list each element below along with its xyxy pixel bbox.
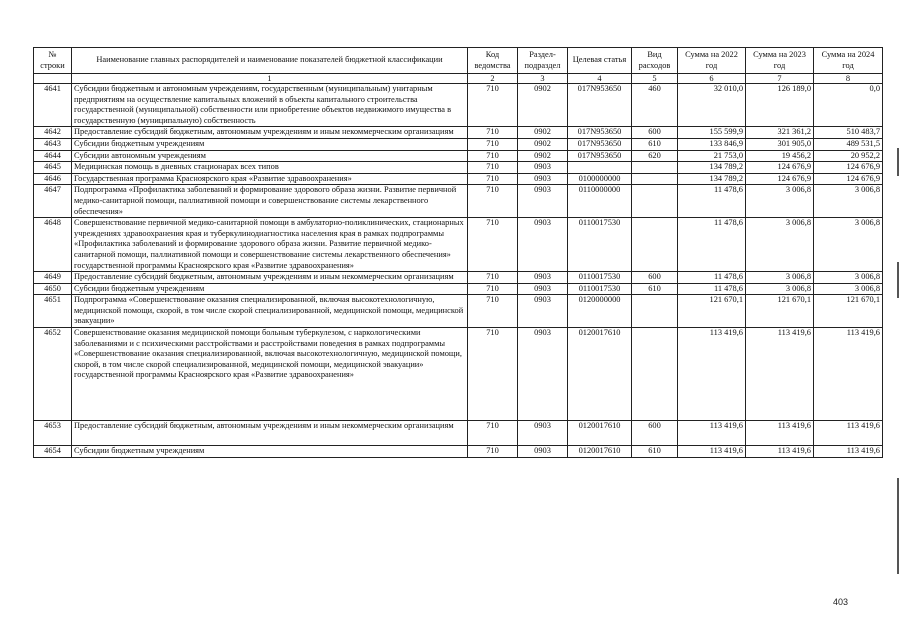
row-target-article: 0120017610	[568, 328, 632, 421]
row-number: 4641	[34, 84, 72, 127]
row-dept-code: 710	[468, 218, 518, 272]
table-row	[34, 138, 883, 150]
row-dept-code: 710	[468, 150, 518, 162]
row-sum-2023: 113 419,6	[746, 421, 814, 446]
row-sum-2024: 20 952,2	[814, 150, 883, 162]
row-dept-code: 710	[468, 272, 518, 284]
header-dept: Код ведомства	[468, 48, 518, 74]
row-number: 4642	[34, 127, 72, 139]
table-row	[34, 421, 883, 446]
row-section-code: 0903	[518, 283, 568, 295]
row-section-code: 0903	[518, 162, 568, 174]
row-sum-2024: 0,0	[814, 84, 883, 127]
row-name: Субсидии автономным учреждениям	[72, 150, 468, 162]
row-name: Субсидии бюджетным учреждениям	[72, 446, 468, 458]
row-name: Медицинская помощь в дневных стационарах всех типов	[72, 162, 468, 174]
row-expense-type: 610	[632, 446, 678, 458]
row-number: 4652	[34, 328, 72, 421]
row-sum-2024: 3 006,8	[814, 283, 883, 295]
row-name: Предоставление субсидий бюджетным, автономным учреждениям и иным некоммерческим организациям	[72, 272, 468, 284]
row-expense-type: 460	[632, 84, 678, 127]
row-number: 4650	[34, 283, 72, 295]
row-section-code: 0903	[518, 272, 568, 284]
row-number: 4653	[34, 421, 72, 446]
row-number: 4645	[34, 162, 72, 174]
row-sum-2024: 124 676,9	[814, 162, 883, 174]
table-row	[34, 272, 883, 284]
row-sum-2024: 113 419,6	[814, 328, 883, 421]
row-expense-type: 610	[632, 283, 678, 295]
row-sum-2022: 113 419,6	[678, 421, 746, 446]
row-sum-2023: 113 419,6	[746, 446, 814, 458]
row-sum-2023: 121 670,1	[746, 295, 814, 328]
row-section-code: 0902	[518, 84, 568, 127]
scan-edge-mark	[897, 478, 899, 574]
row-section-code: 0903	[518, 173, 568, 185]
table-row	[34, 328, 883, 421]
row-section-code: 0902	[518, 127, 568, 139]
row-section-code: 0903	[518, 421, 568, 446]
row-sum-2022: 32 010,0	[678, 84, 746, 127]
header-expense: Вид расходов	[632, 48, 678, 74]
table-row	[34, 446, 883, 458]
row-section-code: 0903	[518, 185, 568, 218]
row-sum-2024: 510 483,7	[814, 127, 883, 139]
row-number: 4651	[34, 295, 72, 328]
row-target-article	[568, 162, 632, 174]
row-sum-2022: 134 789,2	[678, 162, 746, 174]
row-sum-2022: 21 753,0	[678, 150, 746, 162]
row-name: Совершенствование первичной медико-санитарной помощи в амбулаторно-поликлинических, стационарных учреждениях здравоохранения края и туберкулинодиагностика населения края в рамках подпрограммы «Профилактика заболеваний и формирование здорового образа жизни. Развитие первичной медико-санитарной помощи, паллиативной помощи и совершенствование системы лекарственного обеспечения» государственной программы Красноярского края «Развитие здравоохранения»	[72, 218, 468, 272]
row-sum-2024: 3 006,8	[814, 218, 883, 272]
row-sum-2023: 124 676,9	[746, 173, 814, 185]
row-sum-2023: 321 361,2	[746, 127, 814, 139]
row-number: 4647	[34, 185, 72, 218]
row-sum-2024: 489 531,5	[814, 138, 883, 150]
column-index: 1	[72, 74, 468, 84]
row-sum-2023: 3 006,8	[746, 272, 814, 284]
row-number: 4649	[34, 272, 72, 284]
header-sum-2023: Сумма на 2023 год	[746, 48, 814, 74]
row-sum-2022: 11 478,6	[678, 218, 746, 272]
row-dept-code: 710	[468, 173, 518, 185]
header-target: Целевая статья	[568, 48, 632, 74]
table-body	[34, 84, 883, 458]
row-expense-type: 600	[632, 272, 678, 284]
header-name: Наименование главных распорядителей и наименование показателей бюджетной классификации	[72, 48, 468, 74]
row-number: 4646	[34, 173, 72, 185]
row-target-article: 017N953650	[568, 150, 632, 162]
table-row	[34, 162, 883, 174]
row-sum-2024: 113 419,6	[814, 421, 883, 446]
row-sum-2022: 113 419,6	[678, 328, 746, 421]
row-expense-type	[632, 328, 678, 421]
row-sum-2022: 113 419,6	[678, 446, 746, 458]
row-number: 4654	[34, 446, 72, 458]
row-target-article: 0110017530	[568, 283, 632, 295]
row-sum-2022: 155 599,9	[678, 127, 746, 139]
row-sum-2022: 11 478,6	[678, 185, 746, 218]
row-target-article: 0100000000	[568, 173, 632, 185]
row-name: Субсидии бюджетным и автономным учреждениям, государственным (муниципальным) унитарным предприятиям на осуществление капитальных вложений в объекты капитального строительства государственной (муниципальной) собственности или приобретение объектов недвижимого имущества в государственную (муниципальную) собственность	[72, 84, 468, 127]
row-expense-type	[632, 218, 678, 272]
row-sum-2022: 11 478,6	[678, 283, 746, 295]
column-index: 7	[746, 74, 814, 84]
row-sum-2022: 121 670,1	[678, 295, 746, 328]
column-index-empty	[34, 74, 72, 84]
row-name: Государственная программа Красноярского края «Развитие здравоохранения»	[72, 173, 468, 185]
row-dept-code: 710	[468, 421, 518, 446]
column-index: 3	[518, 74, 568, 84]
row-expense-type: 600	[632, 127, 678, 139]
table-row	[34, 173, 883, 185]
row-sum-2023: 19 456,2	[746, 150, 814, 162]
row-sum-2022: 133 846,9	[678, 138, 746, 150]
row-expense-type	[632, 185, 678, 218]
row-name: Совершенствование оказания медицинской помощи больным туберкулезом, с наркологическими заболеваниями и с психическими расстройствами и расстройствами поведения в рамках подпрограммы «Совершенствование оказания специализированной, включая высокотехнологичную, медицинской помощи, скорой, в том числе скорой специализированной, медицинской помощи, медицинской эвакуации» государственной программы Красноярского края «Развитие здравоохранения»	[72, 328, 468, 421]
scan-edge-mark	[897, 262, 899, 298]
page-number: 403	[832, 597, 848, 607]
row-target-article: 017N953650	[568, 127, 632, 139]
row-name: Субсидии бюджетным учреждениям	[72, 138, 468, 150]
column-index: 5	[632, 74, 678, 84]
row-sum-2023: 126 189,0	[746, 84, 814, 127]
scan-edge-mark	[897, 148, 899, 176]
row-dept-code: 710	[468, 84, 518, 127]
row-sum-2024: 113 419,6	[814, 446, 883, 458]
row-dept-code: 710	[468, 185, 518, 218]
row-sum-2022: 134 789,2	[678, 173, 746, 185]
row-target-article: 0110017530	[568, 272, 632, 284]
row-sum-2022: 11 478,6	[678, 272, 746, 284]
row-sum-2024: 121 670,1	[814, 295, 883, 328]
header-row	[34, 48, 883, 74]
row-target-article: 0120000000	[568, 295, 632, 328]
row-section-code: 0902	[518, 150, 568, 162]
row-dept-code: 710	[468, 295, 518, 328]
row-dept-code: 710	[468, 138, 518, 150]
row-number: 4644	[34, 150, 72, 162]
row-sum-2023: 113 419,6	[746, 328, 814, 421]
row-number: 4648	[34, 218, 72, 272]
table-row	[34, 295, 883, 328]
row-expense-type	[632, 173, 678, 185]
row-sum-2023: 3 006,8	[746, 283, 814, 295]
row-sum-2023: 301 905,0	[746, 138, 814, 150]
row-expense-type	[632, 162, 678, 174]
header-sum-2024: Сумма на 2024 год	[814, 48, 883, 74]
table-row	[34, 218, 883, 272]
table-row	[34, 127, 883, 139]
row-dept-code: 710	[468, 446, 518, 458]
row-section-code: 0903	[518, 446, 568, 458]
row-sum-2024: 3 006,8	[814, 185, 883, 218]
header-section: Раздел-подраздел	[518, 48, 568, 74]
row-sum-2023: 3 006,8	[746, 185, 814, 218]
column-index: 8	[814, 74, 883, 84]
table-row	[34, 150, 883, 162]
row-target-article: 0110000000	[568, 185, 632, 218]
column-index: 4	[568, 74, 632, 84]
row-sum-2024: 3 006,8	[814, 272, 883, 284]
row-target-article: 017N953650	[568, 138, 632, 150]
row-section-code: 0903	[518, 218, 568, 272]
row-section-code: 0902	[518, 138, 568, 150]
row-expense-type: 620	[632, 150, 678, 162]
column-index: 6	[678, 74, 746, 84]
row-dept-code: 710	[468, 328, 518, 421]
header-num: № строки	[34, 48, 72, 74]
budget-table	[33, 47, 883, 458]
row-sum-2023: 3 006,8	[746, 218, 814, 272]
row-expense-type: 610	[632, 138, 678, 150]
header-sum-2022: Сумма на 2022 год	[678, 48, 746, 74]
row-expense-type	[632, 295, 678, 328]
row-name: Подпрограмма «Профилактика заболеваний и формирование здорового образа жизни. Развитие первичной медико-санитарной помощи, паллиативной помощи и совершенствование системы лекарственного обеспечения»	[72, 185, 468, 218]
column-index-row	[34, 74, 883, 84]
row-name: Предоставление субсидий бюджетным, автономным учреждениям и иным некоммерческим организациям	[72, 127, 468, 139]
row-expense-type: 600	[632, 421, 678, 446]
row-name: Подпрограмма «Совершенствование оказания специализированной, включая высокотехнологичную, медицинской помощи, скорой, в том числе скорой специализированной, медицинской помощи, медицинской эвакуации»	[72, 295, 468, 328]
table-row	[34, 185, 883, 218]
row-sum-2023: 124 676,9	[746, 162, 814, 174]
row-name: Субсидии бюджетным учреждениям	[72, 283, 468, 295]
row-section-code: 0903	[518, 295, 568, 328]
row-dept-code: 710	[468, 283, 518, 295]
row-sum-2024: 124 676,9	[814, 173, 883, 185]
column-index: 2	[468, 74, 518, 84]
row-dept-code: 710	[468, 127, 518, 139]
row-name: Предоставление субсидий бюджетным, автономным учреждениям и иным некоммерческим организациям	[72, 421, 468, 446]
table-row	[34, 283, 883, 295]
row-target-article: 0120017610	[568, 421, 632, 446]
row-dept-code: 710	[468, 162, 518, 174]
row-number: 4643	[34, 138, 72, 150]
row-section-code: 0903	[518, 328, 568, 421]
row-target-article: 0120017610	[568, 446, 632, 458]
row-target-article: 0110017530	[568, 218, 632, 272]
table-row	[34, 84, 883, 127]
row-target-article: 017N953650	[568, 84, 632, 127]
